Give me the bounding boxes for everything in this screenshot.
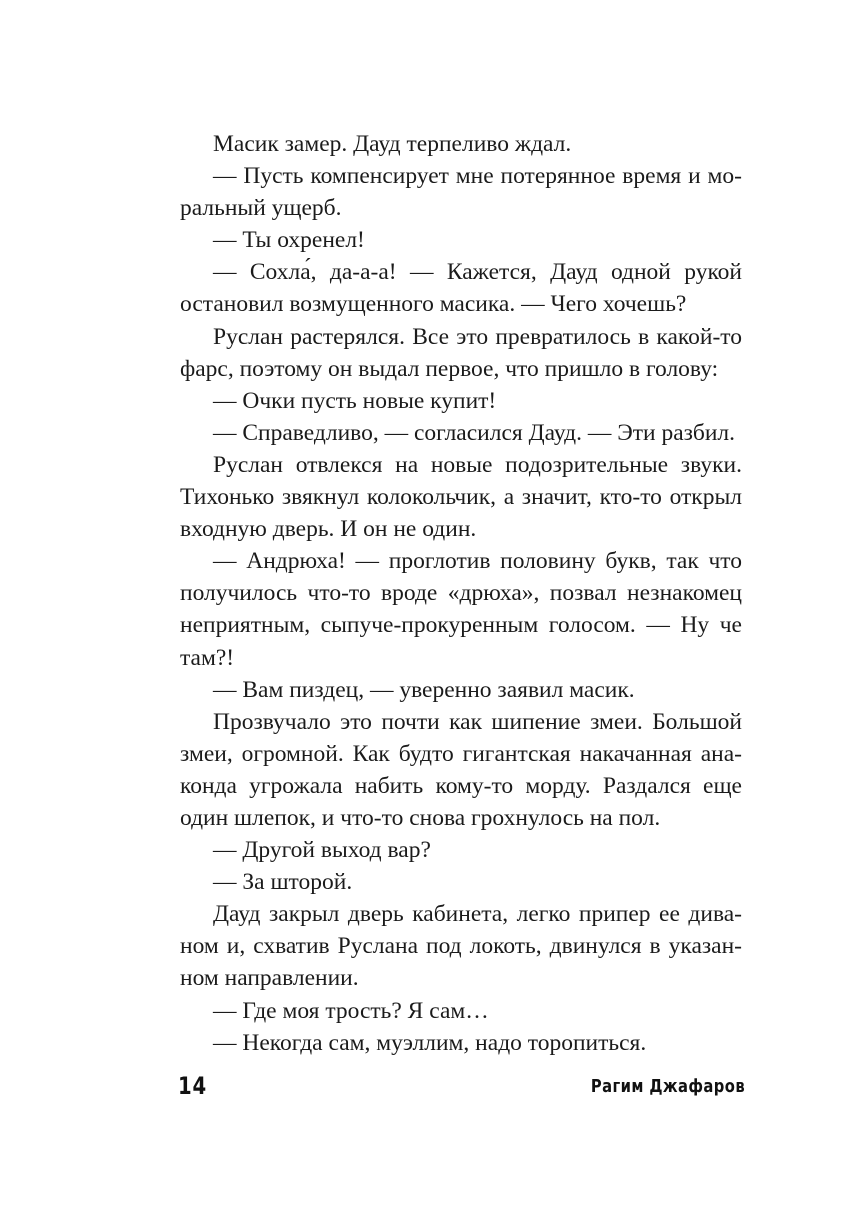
paragraph: — Где моя трость? Я сам… [213, 997, 489, 1024]
paragraph: Руслан растерялся. Все это превратилось в какой-то фарс, поэтому он выдал первое, что пришло в голову: [180, 323, 742, 382]
paragraph: Руслан отвлекся на новые подозрительные звуки. Тихонько звякнул колокольчик, а значит, кто-то открыл входную дверь. И он не один. [180, 451, 742, 543]
paragraph: Прозвучало это почти как шипение змеи. Большой змеи, огромной. Как будто гигантская накачанная анаконда угрожала набить кому-то морду. Раздался еще один шлепок, и что-то снова грохнулось на пол. [180, 708, 742, 831]
paragraph: — Некогда сам, муэллим, надо торопиться. [213, 1029, 647, 1056]
page-number: 14 [178, 1072, 208, 1100]
running-footer-author: Рагим Джафаров [590, 1076, 745, 1097]
paragraph: — Другой выход вар? [213, 837, 431, 864]
paragraph: — Ты охренел! [213, 227, 365, 254]
paragraph: — Пусть компенсирует мне потерянное время и моральный ущерб. [180, 163, 742, 222]
body-text [180, 128, 742, 1059]
paragraph: — Вам пиздец, — уверенно заявил масик. [213, 676, 635, 703]
paragraph: Масик замер. Дауд терпеливо ждал. [213, 131, 572, 157]
paragraph: — Сохла́, да-а-а! — Кажется, Дауд одной рукой остановил возмущенного масика. — Чего хочешь? [180, 259, 742, 318]
paragraph: — За шторой. [213, 869, 353, 896]
paragraph: Дауд закрыл дверь кабинета, легко припер ее диваном и, схватив Руслана под локоть, двинулся в указанном направлении. [180, 901, 742, 992]
paragraph: — Андрюха! — проглотив половину букв, так что получилось что-то вроде «дрюха», позвал незнакомец неприятным, сыпуче-прокуренным голосом. — Ну че там?! [180, 548, 742, 671]
paragraph: — Справедливо, — согласился Дауд. — Эти разбил. [213, 419, 736, 446]
paragraph: — Очки пусть новые купит! [213, 387, 497, 414]
